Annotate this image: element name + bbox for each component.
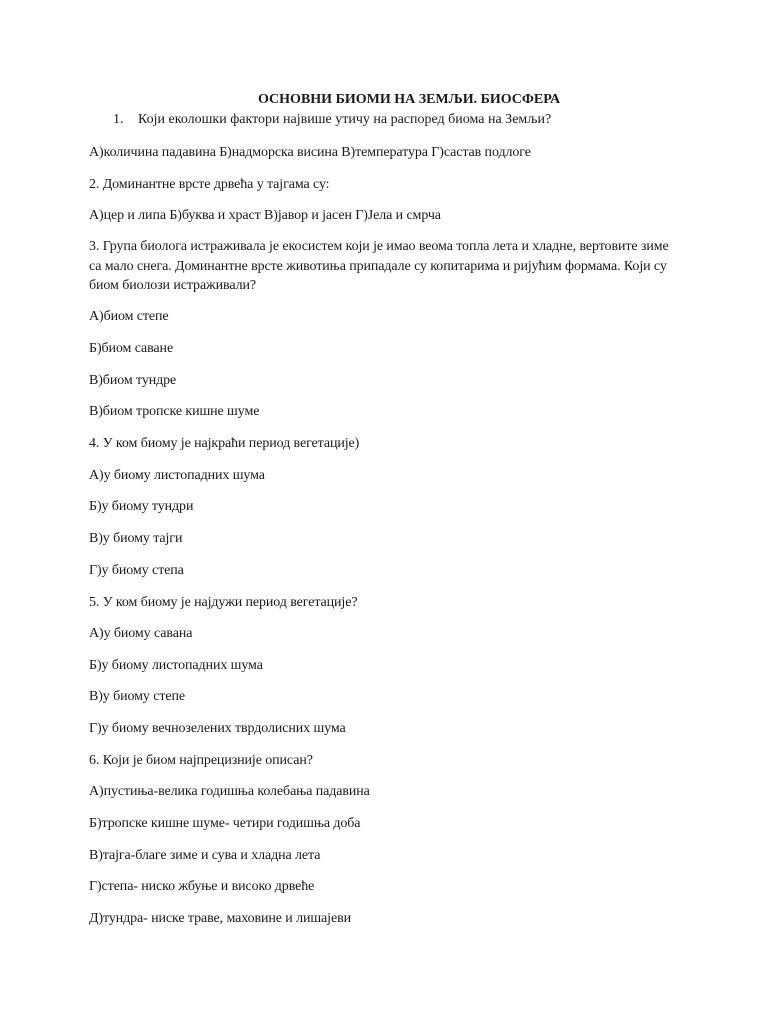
page-title: ОСНОВНИ БИОМИ НА ЗЕМЉИ. БИОСФЕРА <box>258 92 561 107</box>
question-6-option: А)пустиња-велика годишња колебања падавина <box>89 784 370 799</box>
question-5-text: 5. У ком биому је најдужи период вегетације? <box>89 595 358 610</box>
question-3-line-2: са мало снега. Доминантне врсте животиња припадале су копитарима и ријућим формама. Који су <box>89 259 667 274</box>
question-6-option: Г)степа- ниско жбуње и високо дрвеће <box>89 879 315 894</box>
question-4-option: А)у биому листопадних шума <box>89 468 265 483</box>
question-3-line-1: 3. Група биолога истраживала је екосистем који је имао веома топла лета и хладне, вертовите зиме <box>89 239 669 254</box>
question-5-option: Б)у биому листопадних шума <box>89 658 263 673</box>
question-2-answers: А)цер и липа Б)буква и храст В)јавор и јасен Г)Јела и смрча <box>89 208 441 223</box>
question-6-text: 6. Који је биом најпрецизније описан? <box>89 753 313 768</box>
question-3-option: В)биом тундре <box>89 373 177 388</box>
question-4-option: В)у биому тајги <box>89 531 183 546</box>
question-1-text: Који еколошки фактори највише утичу на распоред биома на Земљи? <box>138 112 552 127</box>
question-3-line-3: биом биолози истраживали? <box>89 278 256 293</box>
question-6-option: В)тајга-благе зиме и сува и хладна лета <box>89 848 321 863</box>
question-4-option: Г)у биому степа <box>89 563 184 578</box>
question-4-text: 4. У ком биому је најкраћи период вегетације) <box>89 436 360 451</box>
question-6-option: Д)тундра- ниске траве, маховине и лишајеви <box>89 911 351 926</box>
question-1 <box>113 112 551 128</box>
question-6-option: Б)тропске кишне шуме- четири годишња доба <box>89 816 361 831</box>
question-5-option: А)у биому савана <box>89 626 193 641</box>
question-2-text: 2. Доминантне врсте дрвећа у тајгама су: <box>89 177 330 192</box>
question-1-number: 1. <box>113 112 124 127</box>
question-4-option: Б)у биому тундри <box>89 499 194 514</box>
question-3-option: А)биом степе <box>89 309 169 324</box>
question-5-option: В)у биому степе <box>89 689 185 704</box>
question-3-option: Б)биом саване <box>89 341 174 356</box>
question-3-option: В)биом тропске кишне шуме <box>89 404 260 419</box>
question-5-option: Г)у биому вечнозелених тврдолисних шума <box>89 721 346 736</box>
question-1-answers: А)количина падавина Б)надморска висина В)температура Г)састав подлоге <box>89 145 531 160</box>
